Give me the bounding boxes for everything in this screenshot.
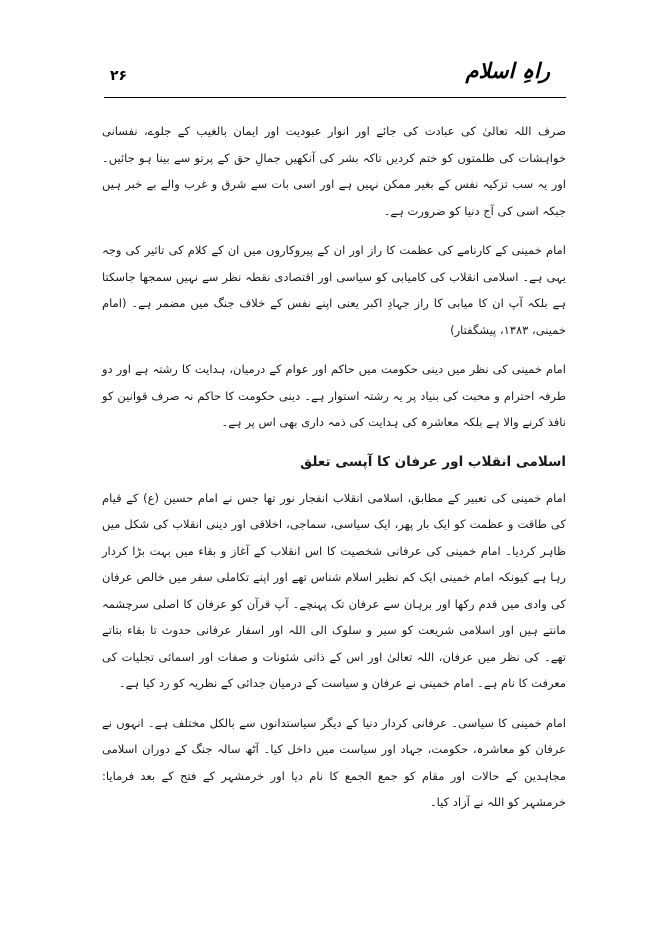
- page-body: [102, 118, 566, 829]
- page-header: [0, 0, 658, 105]
- paragraph: امام خمینی کا سیاسی۔ عرفانی کردار دنیا کے دیگر سیاستدانوں سے بالکل مختلف ہے۔ انہوں نے عرفان کو معاشرہ، حکومت، جہاد اور سیاست میں داخل کیا۔ آٹھ سالہ جنگ کے دوران اسلامی مجاہدین کے حالات اور مقام کو جمع الجمع کا نام دیا اور خرمشہر کے فتح کے بعد فرمایا: خرمشہر کو اللہ نے آزاد کیا۔: [102, 715, 566, 809]
- paragraph: صرف اللہ تعالیٰ کی عبادت کی جائے اور انوار عبودیت اور ایمان بالغیب کے جلوے، نفسانی خواہشات کی ظلمتوں کو ختم کردیں تاکہ بشر کی آنکھیں جمالِ حق کے پرتو سے بینا ہو جائیں۔ اور یہ سب تزکیہ نفس کے بغیر ممکن نہیں ہے اور اسی بات سے شرق و غرب والے بے خبر ہیں جبکہ اسی کی آج دنیا کو ضرورت ہے۔: [102, 124, 566, 218]
- paragraph: امام خمینی کی تعبیر کے مطابق، اسلامی انقلاب انفجار نور تھا جس نے امام حسین (ع) کے قیام کی طاقت و عظمت کو ایک بار پھر، ایک سیاسی، سماجی، اخلاقی اور دینی انقلاب کی شکل میں ظاہر کردیا۔ امام خمینی کی عرفانی شخصیت کا اس انقلاب کے آغاز و بقاء میں بہت بڑا کردار رہا ہے کیونکہ امام خمینی ایک کم نظیر اسلام شناس تھے اور اپنے تکاملی سفر میں خالص عرفان کی وادی میں قدم رکھا اور برہان سے عرفان تک پہنچے۔ آپ قرآن کو عرفان کا اصلی سرچشمہ مانتے ہیں اور اسلامی شریعت کو سیر و سلوک الی اللہ اور اسفار عرفانی حدوث تا بقاء بتاتے تھے۔ کی نظر میں عرفان، اللہ تعالیٰ اور اس کے ذاتی شئونات و صفات اور اسمائی تجلیات کی معرفت کا نام ہے۔ امام خمینی نے عرفان و سیاست کے درمیان جدائی کے نظریہ کو رد کیا ہے۔: [102, 490, 566, 690]
- paragraph: امام خمینی کی نظر میں دینی حکومت میں حاکم اور عوام کے درمیان، ہدایت کا رشتہ ہے اور دو طرفہ احترام و محبت کی بنیاد پر یہ رشتہ استوار ہے۔ دینی حکومت کا حاکم نہ صرف قوانین کو نافذ کرنے والا ہے بلکہ معاشرہ کی ہدایت کی ذمہ داری بھی اس پر ہے۔: [102, 362, 566, 429]
- page-number: ۲۶: [110, 68, 128, 84]
- paragraph: امام خمینی کے کارنامے کی عظمت کا راز اور ان کے پیروکاروں میں ان کے کلام کی تاثیر کی وجہ یہی ہے۔ اسلامی انقلاب کی کامیابی کو سیاسی اور اقتصادی نقطہ نظر سے نہیں سمجھا جاسکتا ہے بلکہ آپ ان کا میابی کا راز جہادِ اکبر یعنی اپنے نفس کے خلاف جنگ میں مضمر ہے۔ (امام خمینی، ۱۳۸۳، پیشگفتار): [102, 243, 566, 337]
- section-heading: اسلامی انقلاب اور عرفان کا آپسی تعلق: [300, 453, 566, 470]
- journal-title: راہِ اسلام: [465, 58, 550, 83]
- header-rule: [104, 97, 566, 98]
